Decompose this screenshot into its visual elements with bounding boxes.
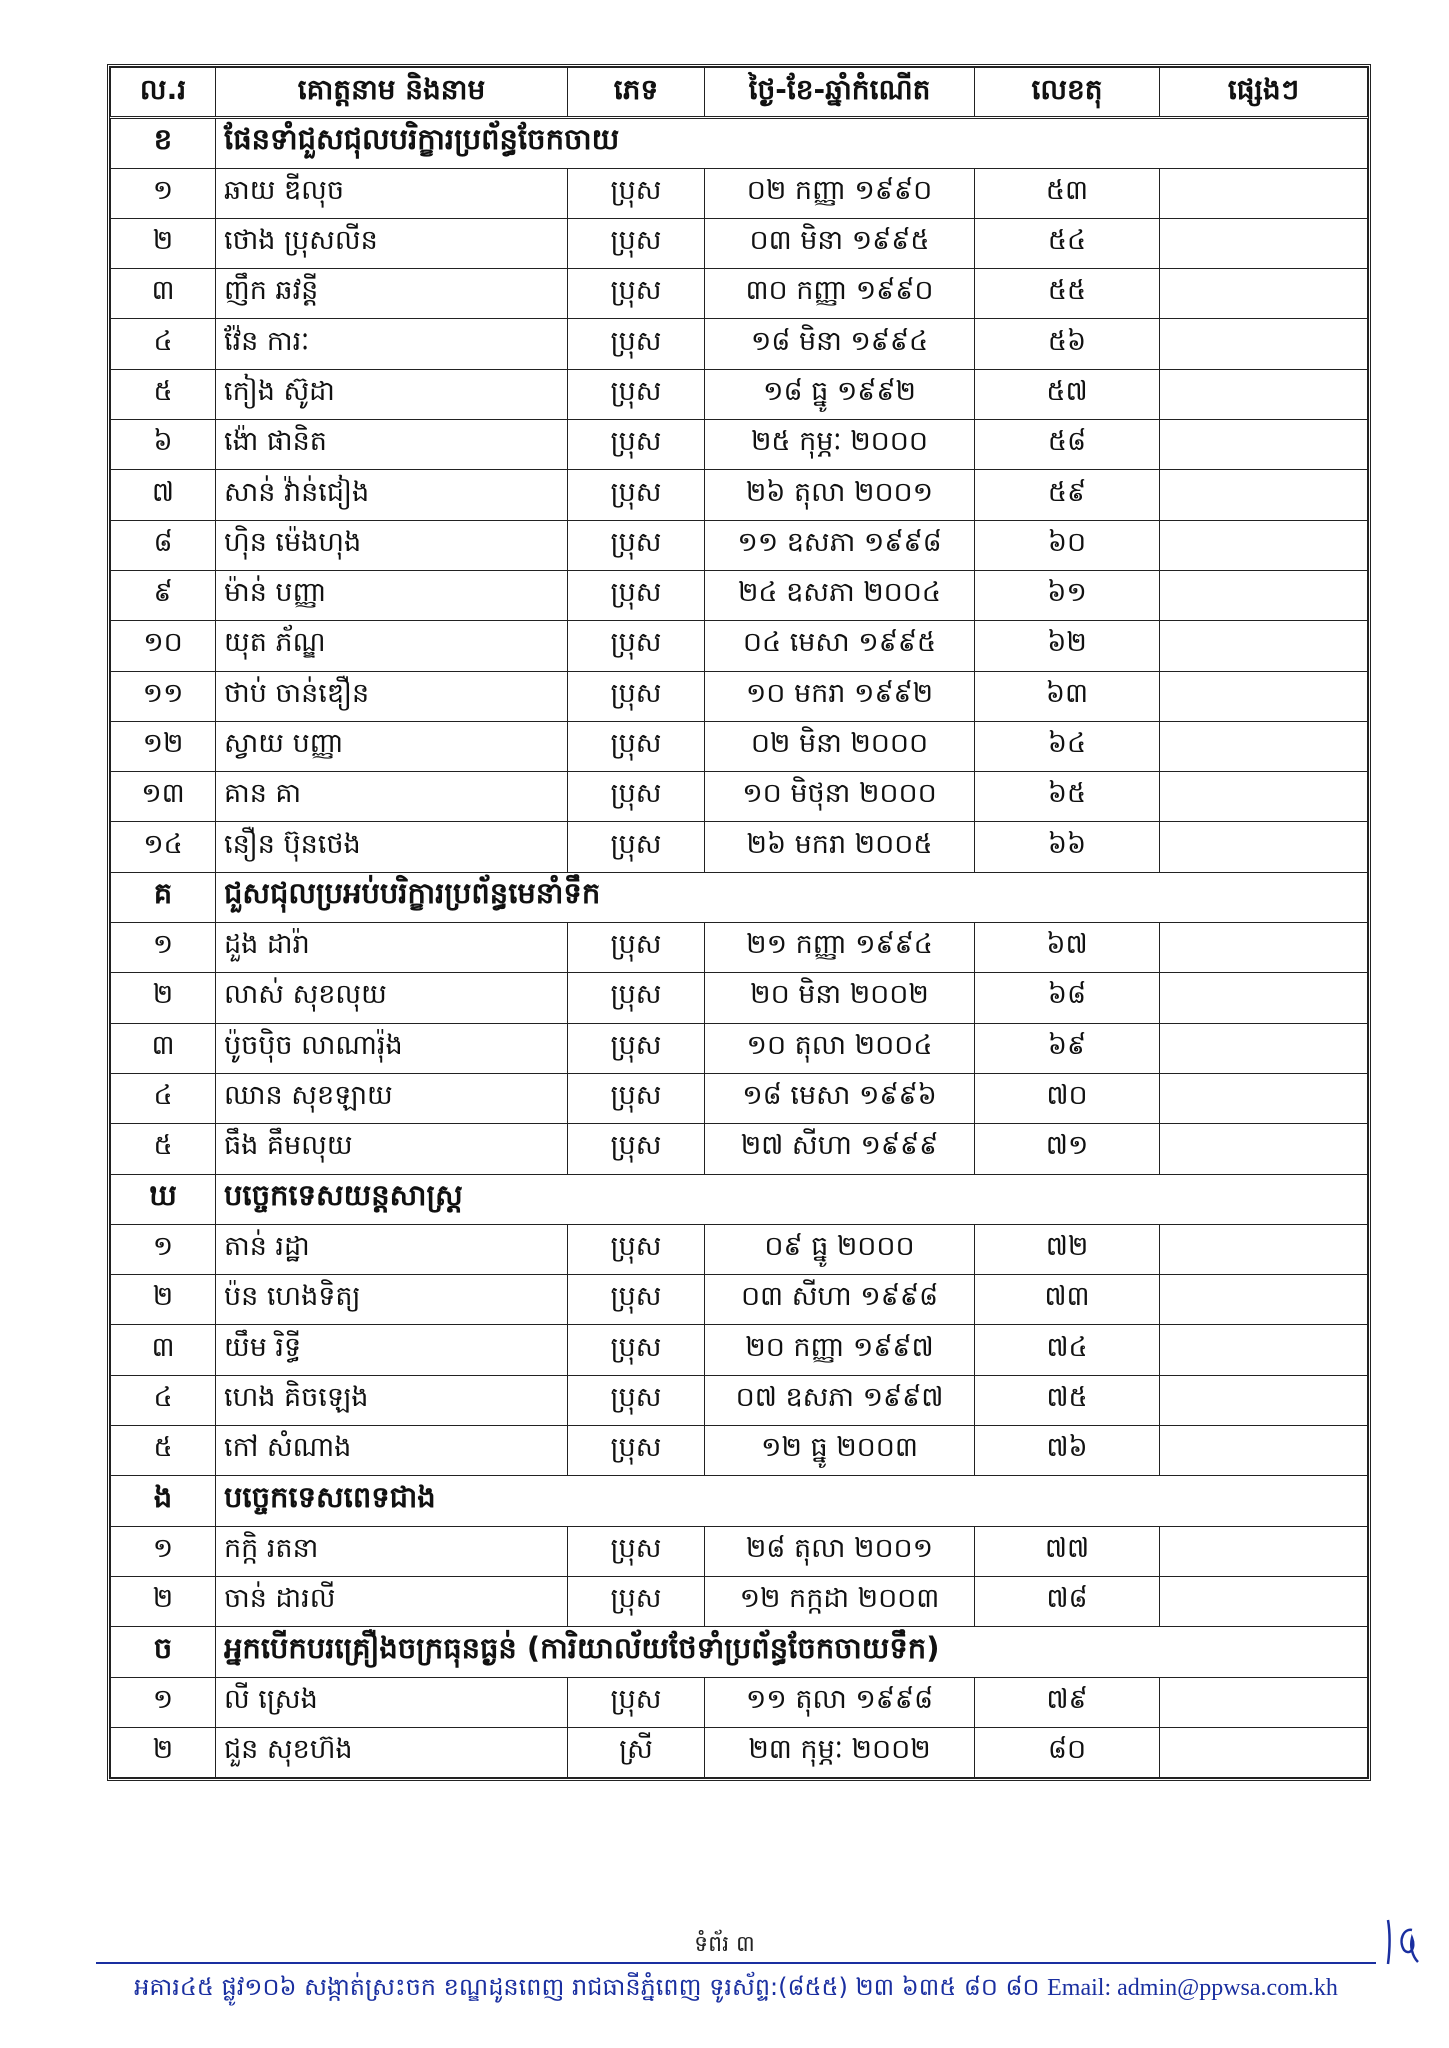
cell-id: ៥៧ (975, 369, 1160, 419)
cell-sex: ប្រុស (568, 721, 705, 771)
cell-dob: ០៤ មេសា ១៩៩៥ (705, 621, 975, 671)
cell-dob: ១០ មិថុនា ២០០០ (705, 772, 975, 822)
cell-id: ៧៧ (975, 1526, 1160, 1576)
cell-sex: ប្រុស (568, 1124, 705, 1174)
section-code: ឃ (111, 1174, 216, 1224)
cell-no: ១២ (111, 721, 216, 771)
cell-sex: ប្រុស (568, 1526, 705, 1576)
table-row (111, 772, 1368, 822)
table-row (111, 269, 1368, 319)
cell-id: ៥៥ (975, 269, 1160, 319)
cell-note (1160, 1224, 1368, 1274)
cell-name: ធឹង គឹមលុយ (216, 1124, 568, 1174)
cell-no: ២ (111, 1275, 216, 1325)
cell-note (1160, 1073, 1368, 1123)
cell-name: កៀង ស៊ូដា (216, 369, 568, 419)
cell-dob: ២៣ កុម្ភៈ ២០០២ (705, 1727, 975, 1777)
section-header-row (111, 118, 1368, 168)
cell-id: ៥៣ (975, 168, 1160, 218)
cell-note (1160, 269, 1368, 319)
cell-id: ៧២ (975, 1224, 1160, 1274)
table-row (111, 1677, 1368, 1727)
handwritten-initial-icon (1382, 1918, 1422, 1966)
cell-name: កៅ សំណាង (216, 1426, 568, 1476)
cell-name: គាន គា (216, 772, 568, 822)
cell-note (1160, 319, 1368, 369)
cell-no: ៥ (111, 1426, 216, 1476)
cell-id: ៧៣ (975, 1275, 1160, 1325)
section-code: គ (111, 872, 216, 922)
cell-note (1160, 1727, 1368, 1777)
cell-dob: ០២ មិនា ២០០០ (705, 721, 975, 771)
cell-sex: ប្រុស (568, 1576, 705, 1626)
header-sex: ភេទ (568, 68, 705, 118)
header-no: ល.រ (111, 68, 216, 118)
cell-name: ស្វាយ បញ្ញា (216, 721, 568, 771)
cell-no: ៧ (111, 470, 216, 520)
table-row (111, 822, 1368, 872)
cell-name: ង៉ោ ផានិត (216, 420, 568, 470)
footer-address: អគារ៤៥ ផ្លូវ១០៦ សង្កាត់ស្រះចក ខណ្ឌដូនពេញ រាជធានីភ្នំពេញ ទូរស័ព្ទ:(៨៥៥) ២៣ ៦៣៥ ៨០ ៨០ (134, 1973, 1040, 2001)
cell-dob: ៣០ កញ្ញា ១៩៩០ (705, 269, 975, 319)
cell-no: ៥ (111, 369, 216, 419)
table-row (111, 470, 1368, 520)
cell-note (1160, 1023, 1368, 1073)
cell-no: ១៣ (111, 772, 216, 822)
cell-dob: ២០ កញ្ញា ១៩៩៧ (705, 1325, 975, 1375)
cell-name: លាស់ សុខលុយ (216, 973, 568, 1023)
footer-address-line (96, 1972, 1376, 2007)
cell-name: នឿន ប៊ុនថេង (216, 822, 568, 872)
cell-no: ២ (111, 973, 216, 1023)
cell-id: ៦២ (975, 621, 1160, 671)
cell-name: យឹម រិទ្ធី (216, 1325, 568, 1375)
cell-no: ១ (111, 168, 216, 218)
cell-id: ៧៩ (975, 1677, 1160, 1727)
table-row (111, 721, 1368, 771)
cell-id: ៥៩ (975, 470, 1160, 520)
section-header-row (111, 1476, 1368, 1526)
cell-sex: ប្រុស (568, 1375, 705, 1425)
cell-name: តាន់ រដ្ឋា (216, 1224, 568, 1274)
cell-dob: ១១ ឧសភា ១៩៩៨ (705, 520, 975, 570)
cell-id: ៧៥ (975, 1375, 1160, 1425)
cell-dob: ១៨ មេសា ១៩៩៦ (705, 1073, 975, 1123)
cell-name: ម៉ាន់ បញ្ញា (216, 570, 568, 620)
footer-email: Email: admin@ppwsa.com.kh (1047, 1975, 1338, 2001)
cell-id: ៧១ (975, 1124, 1160, 1174)
table-row (111, 1576, 1368, 1626)
cell-id: ៥៦ (975, 319, 1160, 369)
cell-name: ញឹក ឆវន្តី (216, 269, 568, 319)
table-row (111, 1526, 1368, 1576)
cell-dob: ០៣ មិនា ១៩៩៥ (705, 218, 975, 268)
cell-id: ៨០ (975, 1727, 1160, 1777)
cell-dob: ១០ តុលា ២០០៤ (705, 1023, 975, 1073)
table-row (111, 621, 1368, 671)
cell-note (1160, 822, 1368, 872)
cell-sex: ប្រុស (568, 570, 705, 620)
table-row (111, 1023, 1368, 1073)
table-row (111, 218, 1368, 268)
cell-no: ៥ (111, 1124, 216, 1174)
cell-id: ៦០ (975, 520, 1160, 570)
table-row (111, 520, 1368, 570)
cell-dob: ១២ ធ្នូ ២០០៣ (705, 1426, 975, 1476)
cell-no: ៨ (111, 520, 216, 570)
cell-id: ៦៦ (975, 822, 1160, 872)
cell-no: ១៤ (111, 822, 216, 872)
section-title: ជួសជុលប្រអប់បរិក្ខារប្រព័ន្ធមេនាំទឹក (216, 872, 1368, 922)
cell-sex: ប្រុស (568, 1023, 705, 1073)
cell-note (1160, 721, 1368, 771)
table-row (111, 1375, 1368, 1425)
table-row (111, 420, 1368, 470)
section-code: ច (111, 1627, 216, 1677)
cell-no: ៣ (111, 1325, 216, 1375)
cell-note (1160, 973, 1368, 1023)
table-row (111, 168, 1368, 218)
cell-sex: ប្រុស (568, 1325, 705, 1375)
cell-sex: ស្រី (568, 1727, 705, 1777)
table-header-row (111, 68, 1368, 118)
cell-note (1160, 470, 1368, 520)
cell-no: ១ (111, 1224, 216, 1274)
cell-note (1160, 1275, 1368, 1325)
cell-name: ហ៊ិន ម៉េងហុង (216, 520, 568, 570)
cell-sex: ប្រុស (568, 1426, 705, 1476)
cell-id: ៦១ (975, 570, 1160, 620)
cell-dob: ០៧ ឧសភា ១៩៩៧ (705, 1375, 975, 1425)
table-row (111, 1224, 1368, 1274)
cell-sex: ប្រុស (568, 621, 705, 671)
cell-name: ប៉ន ហេងទិត្យ (216, 1275, 568, 1325)
cell-id: ៧០ (975, 1073, 1160, 1123)
cell-dob: ១១ តុលា ១៩៩៨ (705, 1677, 975, 1727)
cell-sex: ប្រុស (568, 269, 705, 319)
cell-no: ១ (111, 1677, 216, 1727)
cell-dob: ១៨ ធ្នូ ១៩៩២ (705, 369, 975, 419)
section-title: អ្នកបើកបរគ្រឿងចក្រធុនធ្ងន់ (ការិយាល័យថែទាំប្រព័ន្ធចែកចាយទឹក) (216, 1627, 1368, 1677)
section-header-row (111, 872, 1368, 922)
cell-note (1160, 923, 1368, 973)
cell-dob: ២៦ មករា ២០០៥ (705, 822, 975, 872)
table-row (111, 923, 1368, 973)
cell-note (1160, 772, 1368, 822)
cell-no: ៤ (111, 1375, 216, 1425)
table-row (111, 319, 1368, 369)
page-number: ទំព័រ ៣ (694, 1932, 755, 1957)
cell-name: សាន់ វ៉ាន់ជៀង (216, 470, 568, 520)
header-id: លេខតុ (975, 68, 1160, 118)
table-row (111, 1124, 1368, 1174)
cell-name: ប៉ូចប៉ិច លាណារ៉ុង (216, 1023, 568, 1073)
cell-dob: ០៩ ធ្នូ ២០០០ (705, 1224, 975, 1274)
table-row (111, 369, 1368, 419)
section-code: ខ (111, 118, 216, 168)
cell-id: ៦៣ (975, 671, 1160, 721)
cell-name: ឆាយ ឌីលុច (216, 168, 568, 218)
header-name: គោត្តនាម និងនាម (216, 68, 568, 118)
cell-id: ៥៤ (975, 218, 1160, 268)
header-dob: ថ្ងៃ-ខែ-ឆ្នាំកំណើត (705, 68, 975, 118)
cell-sex: ប្រុស (568, 1275, 705, 1325)
section-code: ង (111, 1476, 216, 1526)
cell-name: លី ស្រេង (216, 1677, 568, 1727)
cell-name: ចាន់ ដារលី (216, 1576, 568, 1626)
cell-note (1160, 1526, 1368, 1576)
cell-name: យុត ភ័ណ្ឌ (216, 621, 568, 671)
cell-no: ៣ (111, 269, 216, 319)
cell-note (1160, 1426, 1368, 1476)
cell-note (1160, 1677, 1368, 1727)
cell-no: ៤ (111, 1073, 216, 1123)
cell-note (1160, 621, 1368, 671)
section-title: បច្ចេកទេសពេទជាង (216, 1476, 1368, 1526)
cell-sex: ប្រុស (568, 420, 705, 470)
table-row (111, 1426, 1368, 1476)
cell-id: ៦៤ (975, 721, 1160, 771)
cell-id: ៦៩ (975, 1023, 1160, 1073)
cell-note (1160, 1375, 1368, 1425)
cell-id: ៧៨ (975, 1576, 1160, 1626)
cell-name: កក្កិ រតនា (216, 1526, 568, 1576)
cell-sex: ប្រុស (568, 319, 705, 369)
cell-no: ២ (111, 1727, 216, 1777)
cell-dob: ២៥ កុម្ភៈ ២០០០ (705, 420, 975, 470)
section-header-row (111, 1627, 1368, 1677)
table-row (111, 1727, 1368, 1777)
footer-divider (96, 1962, 1376, 1964)
cell-id: ៦៥ (975, 772, 1160, 822)
cell-sex: ប្រុស (568, 470, 705, 520)
cell-no: ៤ (111, 319, 216, 369)
cell-note (1160, 420, 1368, 470)
cell-no: ២ (111, 218, 216, 268)
cell-dob: ២១ កញ្ញា ១៩៩៤ (705, 923, 975, 973)
cell-name: ថាប់ ចាន់ឌឿន (216, 671, 568, 721)
cell-dob: ០២ កញ្ញា ១៩៩០ (705, 168, 975, 218)
cell-note (1160, 1325, 1368, 1375)
cell-dob: ១០ មករា ១៩៩២ (705, 671, 975, 721)
section-header-row (111, 1174, 1368, 1224)
cell-id: ៦៨ (975, 973, 1160, 1023)
cell-sex: ប្រុស (568, 520, 705, 570)
cell-note (1160, 570, 1368, 620)
section-title: បច្ចេកទេសយន្តសាស្ត្រ (216, 1174, 1368, 1224)
table-row (111, 1325, 1368, 1375)
table-row (111, 570, 1368, 620)
table-row (111, 1073, 1368, 1123)
cell-note (1160, 1124, 1368, 1174)
cell-name: ជួន សុខហ៊ង (216, 1727, 568, 1777)
cell-sex: ប្រុស (568, 923, 705, 973)
staff-list-table-wrapper (107, 64, 1371, 1781)
cell-sex: ប្រុស (568, 671, 705, 721)
cell-note (1160, 520, 1368, 570)
cell-no: ១០ (111, 621, 216, 671)
cell-name: ឈាន សុខឡាយ (216, 1073, 568, 1123)
table-row (111, 1275, 1368, 1325)
table-row (111, 973, 1368, 1023)
section-title: ផែនទាំជួសជុលបរិក្ខារប្រព័ន្ធចែកចាយ (216, 118, 1368, 168)
cell-name: វ៉ែន ការៈ (216, 319, 568, 369)
cell-dob: ២៦ តុលា ២០០១ (705, 470, 975, 520)
cell-no: ៩ (111, 570, 216, 620)
cell-no: ១ (111, 923, 216, 973)
cell-id: ៧៦ (975, 1426, 1160, 1476)
cell-dob: ២៨ តុលា ២០០១ (705, 1526, 975, 1576)
cell-dob: ០៣ សីហា ១៩៩៨ (705, 1275, 975, 1325)
cell-sex: ប្រុស (568, 369, 705, 419)
cell-no: ៣ (111, 1023, 216, 1073)
table-row (111, 671, 1368, 721)
cell-id: ៥៨ (975, 420, 1160, 470)
cell-sex: ប្រុស (568, 1073, 705, 1123)
cell-note (1160, 671, 1368, 721)
cell-dob: ១២ កក្កដា ២០០៣ (705, 1576, 975, 1626)
cell-note (1160, 218, 1368, 268)
cell-id: ៧៤ (975, 1325, 1160, 1375)
cell-dob: ២៧ សីហា ១៩៩៩ (705, 1124, 975, 1174)
cell-sex: ប្រុស (568, 1224, 705, 1274)
cell-note (1160, 369, 1368, 419)
cell-no: ១១ (111, 671, 216, 721)
cell-note (1160, 168, 1368, 218)
table-body (111, 118, 1368, 1778)
cell-sex: ប្រុស (568, 168, 705, 218)
cell-sex: ប្រុស (568, 822, 705, 872)
cell-sex: ប្រុស (568, 1677, 705, 1727)
cell-id: ៦៧ (975, 923, 1160, 973)
cell-name: ហេង គិចឡេង (216, 1375, 568, 1425)
cell-dob: ២៤ ឧសភា ២០០៤ (705, 570, 975, 620)
cell-sex: ប្រុស (568, 973, 705, 1023)
cell-sex: ប្រុស (568, 218, 705, 268)
cell-no: ៦ (111, 420, 216, 470)
cell-name: ដួង ដារ៉ា (216, 923, 568, 973)
cell-note (1160, 1576, 1368, 1626)
cell-dob: ២០ មិនា ២០០២ (705, 973, 975, 1023)
cell-sex: ប្រុស (568, 772, 705, 822)
cell-no: ២ (111, 1576, 216, 1626)
header-note: ផ្សេងៗ (1160, 68, 1368, 118)
cell-no: ១ (111, 1526, 216, 1576)
cell-name: ថោង ប្រុសលីន (216, 218, 568, 268)
staff-list-table (110, 67, 1368, 1778)
cell-dob: ១៨ មិនា ១៩៩៤ (705, 319, 975, 369)
